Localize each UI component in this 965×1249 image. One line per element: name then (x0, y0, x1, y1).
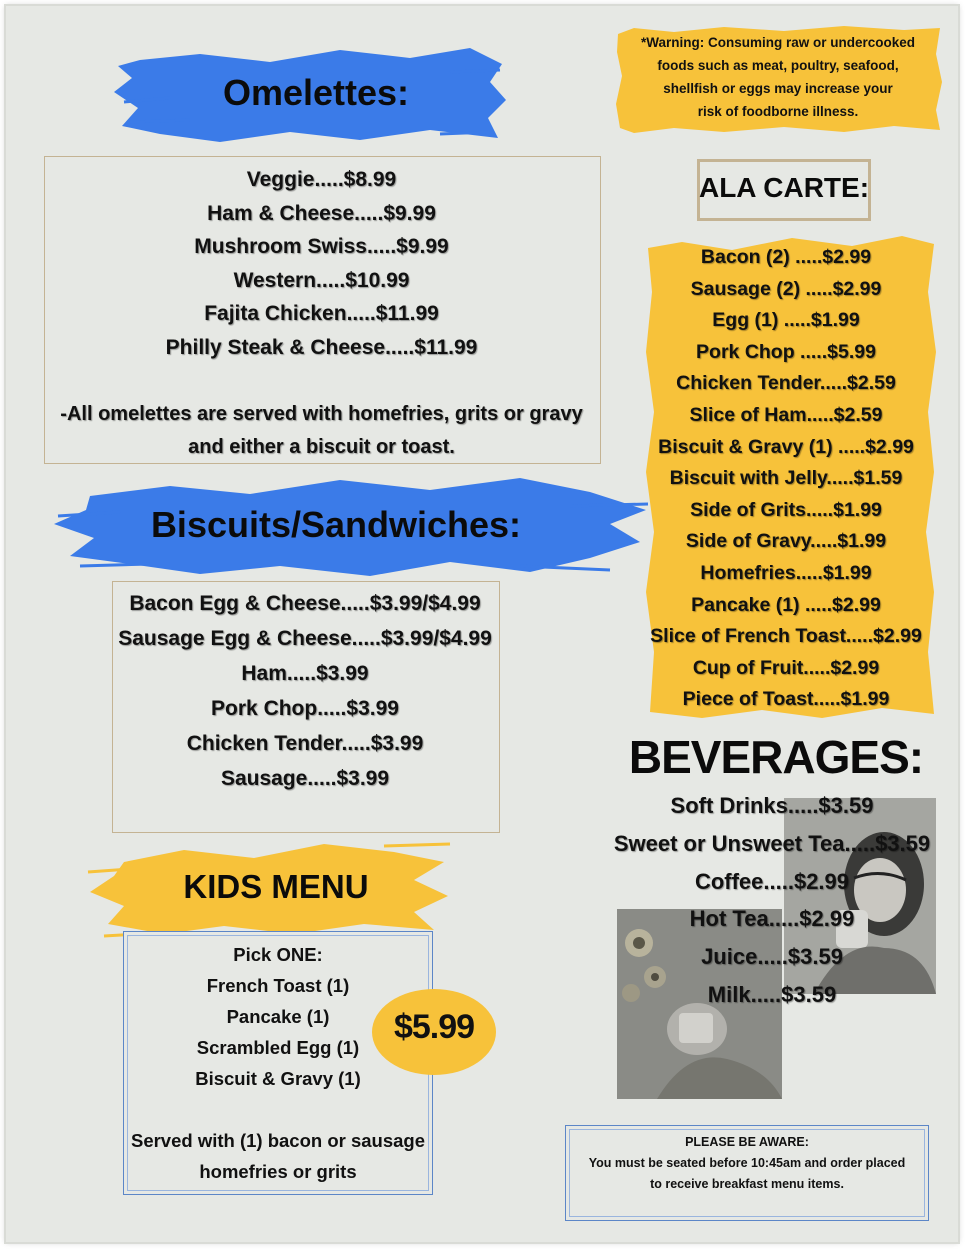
biscuit-item: Ham.....$3.99 (241, 662, 369, 685)
ala-carte-item: Pork Chop .....$5.99 (696, 340, 876, 363)
ala-carte-title: ALA CARTE: (698, 172, 870, 203)
ala-carte-list (636, 242, 936, 716)
ala-carte-item: Chicken Tender.....$2.59 (676, 372, 896, 395)
menu-page (6, 6, 958, 1242)
beverage-item: Juice.....$3.59 (701, 944, 843, 970)
biscuit-item: Bacon Egg & Cheese.....$3.99/$4.99 (129, 592, 481, 615)
ala-carte-item: Pancake (1) .....$2.99 (691, 593, 881, 616)
biscuit-item: Sausage Egg & Cheese.....$3.99/$4.99 (118, 627, 492, 650)
omelette-item: Ham & Cheese.....$9.99 (207, 201, 436, 225)
omelette-item: Western.....$10.99 (233, 268, 410, 292)
beverages-list (592, 787, 952, 1014)
kids-title: KIDS MENU (183, 868, 369, 905)
biscuit-item: Sausage.....$3.99 (220, 767, 390, 790)
notice-line: You must be seated before 10:45am and order placed (588, 1156, 906, 1170)
ala-carte-item: Side of Gravy.....$1.99 (685, 530, 887, 553)
beverage-item: Sweet or Unsweet Tea.....$3.59 (613, 830, 931, 856)
beverages-title: BEVERAGES: (628, 731, 924, 783)
ala-carte-item: Biscuit & Gravy (1) .....$2.99 (658, 435, 914, 458)
kids-note: Served with (1) bacon or sausage (130, 1130, 426, 1151)
omelette-item: Mushroom Swiss.....$9.99 (194, 235, 449, 258)
notice-text (565, 1132, 929, 1195)
warning-text (618, 31, 938, 123)
ala-carte-item: Egg (1) .....$1.99 (712, 309, 860, 332)
omelette-item: Veggie.....$8.99 (246, 168, 397, 191)
beverage-item: Milk.....$3.59 (707, 981, 837, 1007)
warning-line: risk of foodborne illness. (697, 104, 859, 119)
ala-carte-item: Homefries.....$1.99 (700, 561, 872, 584)
beverage-item: Hot Tea.....$2.99 (689, 906, 855, 932)
kids-item: Biscuit & Gravy (1) (195, 1068, 361, 1089)
ala-carte-item: Sausage (2) .....$2.99 (690, 277, 882, 300)
notice-line: to receive breakfast menu items. (650, 1177, 844, 1191)
ala-carte-item: Cup of Fruit.....$2.99 (692, 656, 880, 679)
warning-line: shellfish or eggs may increase your (663, 81, 893, 96)
ala-carte-item: Slice of French Toast.....$2.99 (650, 625, 922, 648)
ala-carte-item: Piece of Toast.....$1.99 (682, 688, 890, 711)
kids-item: Pancake (1) (226, 1006, 330, 1027)
kids-list (123, 939, 433, 1187)
ala-carte-item: Bacon (2) .....$2.99 (700, 246, 872, 268)
omelettes-note: and either a biscuit or toast. (188, 436, 455, 458)
kids-pick: Pick ONE: (233, 944, 323, 965)
omelettes-title: Omelettes: (222, 72, 410, 113)
kids-price: $5.99 (393, 1008, 475, 1046)
biscuit-item: Pork Chop.....$3.99 (211, 697, 399, 720)
omelette-item: Fajita Chicken.....$11.99 (204, 302, 439, 325)
biscuit-item: Chicken Tender.....$3.99 (186, 732, 424, 755)
notice-heading: PLEASE BE AWARE: (685, 1135, 809, 1149)
beverage-item: Soft Drinks.....$3.59 (670, 793, 874, 818)
warning-line: foods such as meat, poultry, seafood, (657, 58, 899, 73)
omelettes-list (44, 163, 599, 465)
ala-carte-item: Side of Grits.....$1.99 (690, 498, 882, 521)
kids-item: French Toast (1) (206, 975, 350, 996)
ala-carte-item: Slice of Ham.....$2.59 (689, 403, 883, 426)
biscuits-title: Biscuits/Sandwiches: (150, 504, 522, 545)
kids-item: Scrambled Egg (1) (196, 1037, 360, 1058)
omelette-item: Philly Steak & Cheese.....$11.99 (165, 335, 478, 359)
omelettes-note: -All omelettes are served with homefries, grits or gravy (60, 402, 583, 425)
kids-note: homefries or grits (199, 1161, 357, 1182)
ala-carte-item: Biscuit with Jelly.....$1.59 (669, 467, 903, 490)
beverage-item: Coffee.....$2.99 (694, 868, 850, 894)
warning-line: *Warning: Consuming raw or undercooked (640, 35, 915, 50)
biscuits-list (102, 586, 508, 796)
